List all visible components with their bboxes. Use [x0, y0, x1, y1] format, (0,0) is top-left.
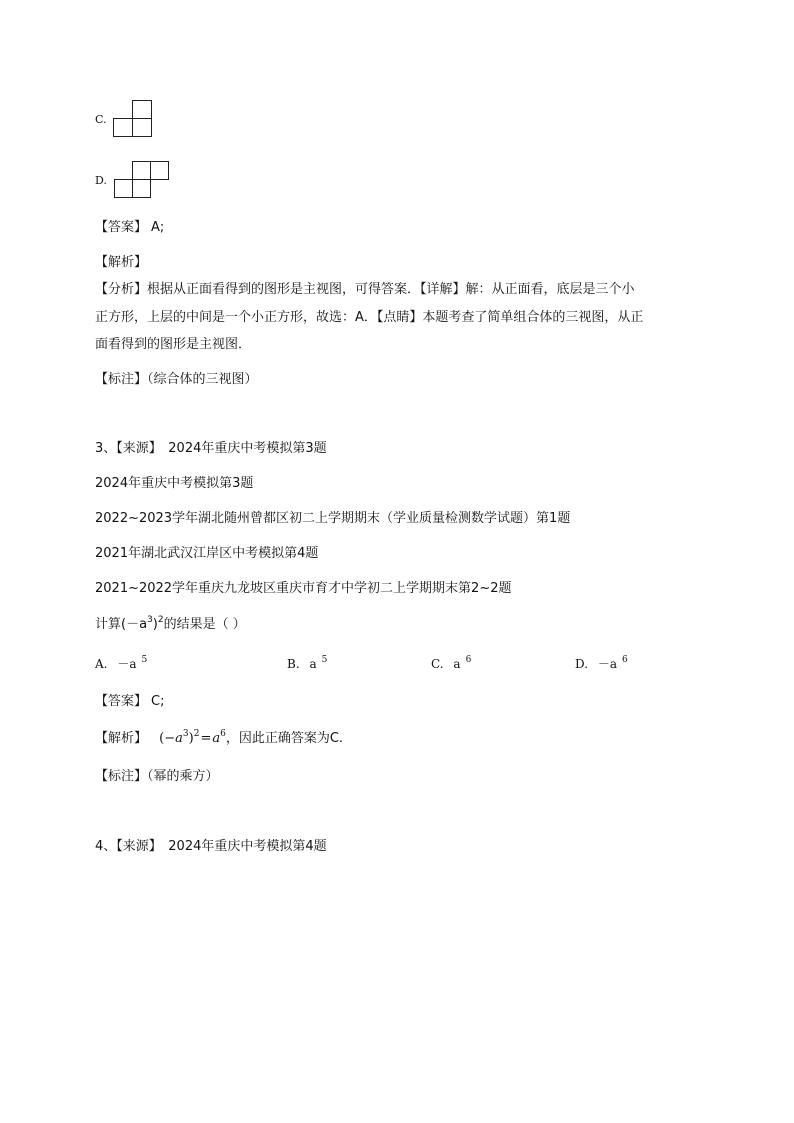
q3-analysis-formula: [159, 731, 226, 746]
q3-answer-label: 【答案】: [95, 694, 148, 709]
q2-answer: [95, 220, 164, 236]
option-d-square-bottom-mid: [133, 180, 151, 198]
q3-analysis: [95, 731, 343, 747]
q3-choice-a-exp: 5: [141, 655, 148, 665]
q3-source-2: 2022~2023学年湖北随州曾都区初二上学期期末（学业质量检测数学试题）第1题: [95, 511, 571, 526]
formula-rhs-exp: 6: [220, 729, 226, 739]
q2-answer-value: A;: [151, 220, 165, 235]
q3-choice-a: [95, 656, 147, 672]
q3-choice-c-exp: 6: [465, 655, 472, 665]
q3-analysis-label: 【解析】: [95, 731, 148, 746]
q3-choice-b: [287, 656, 327, 672]
q3-question: [95, 617, 246, 633]
option-d-square-top-mid: [133, 162, 151, 180]
q3-question-close: ): [152, 617, 158, 632]
q2-analysis-title: 【解析】: [95, 255, 148, 270]
q2-answer-label: 【答案】: [95, 220, 148, 235]
q3-header: 3、【来源】 2024年重庆中考模拟第3题: [95, 441, 327, 456]
q3-choice-a-label: A.: [95, 657, 108, 671]
q3-question-exp-outer: 2: [157, 615, 164, 625]
option-c-square-top: [133, 101, 152, 119]
option-d-figure: [112, 161, 170, 199]
q3-answer-value: C;: [151, 694, 165, 709]
option-d-square-top-right: [151, 162, 169, 180]
option-c-square-bottom-right: [133, 119, 152, 137]
option-d-label: D.: [95, 174, 107, 187]
q3-choice-d-base: －a: [597, 657, 617, 671]
option-c-square-bottom-left: [114, 119, 133, 137]
q3-source-3: 2021年湖北武汉江岸区中考模拟第4题: [95, 546, 319, 561]
q3-choice-d: [575, 656, 628, 672]
formula-open: (−: [159, 731, 176, 746]
q3-tag: 【标注】（幂的乘方）: [95, 769, 219, 784]
option-d-square-bottom-left: [115, 180, 133, 198]
formula-base: a: [175, 731, 183, 746]
q3-choice-c-base: a: [453, 657, 461, 671]
option-c-label: C.: [95, 113, 107, 126]
q2-analysis-line-1: 【分析】根据从正面看得到的图形是主视图，可得答案．【详解】解：从正面看，底层是三个小: [95, 282, 635, 297]
q3-question-exp-inner: 3: [147, 615, 153, 625]
formula-exp-inner: 3: [182, 729, 189, 739]
q3-analysis-text: ，因此正确答案为C.: [225, 731, 344, 746]
q3-question-prefix: 计算(－a: [95, 617, 148, 632]
formula-eq: =: [200, 731, 212, 746]
q3-choice-c: [431, 656, 471, 672]
formula-rhs-base: a: [212, 731, 221, 746]
q3-choice-b-base: a: [309, 657, 317, 671]
q3-choice-c-label: C.: [431, 657, 444, 671]
q3-choice-b-label: B.: [287, 657, 300, 671]
q3-question-suffix: 的结果是（ ）: [163, 617, 246, 632]
q3-choice-a-base: －a: [117, 657, 137, 671]
formula-close: ): [188, 731, 194, 746]
q3-choice-d-exp: 6: [622, 655, 628, 665]
q2-analysis-line-2: 正方形，上层的中间是一个小正方形，故选：A．【点睛】本题考查了简单组合体的三视图，从正: [95, 310, 644, 325]
q3-choice-d-label: D.: [575, 657, 589, 671]
q3-source-4: 2021~2022学年重庆九龙坡区重庆市育才中学初二上学期期末第2~2题: [95, 581, 512, 596]
formula-exp-outer: 2: [193, 729, 200, 739]
q4-header: 4、【来源】 2024年重庆中考模拟第4题: [95, 839, 327, 854]
q2-analysis-line-3: 面看得到的图形是主视图．: [95, 337, 252, 352]
q2-tag: 【标注】（综合体的三视图）: [95, 372, 258, 387]
q3-source-1: 2024年重庆中考模拟第3题: [95, 476, 254, 491]
q3-answer: [95, 694, 164, 710]
q3-choice-b-exp: 5: [321, 655, 328, 665]
option-c-figure: [112, 100, 154, 138]
